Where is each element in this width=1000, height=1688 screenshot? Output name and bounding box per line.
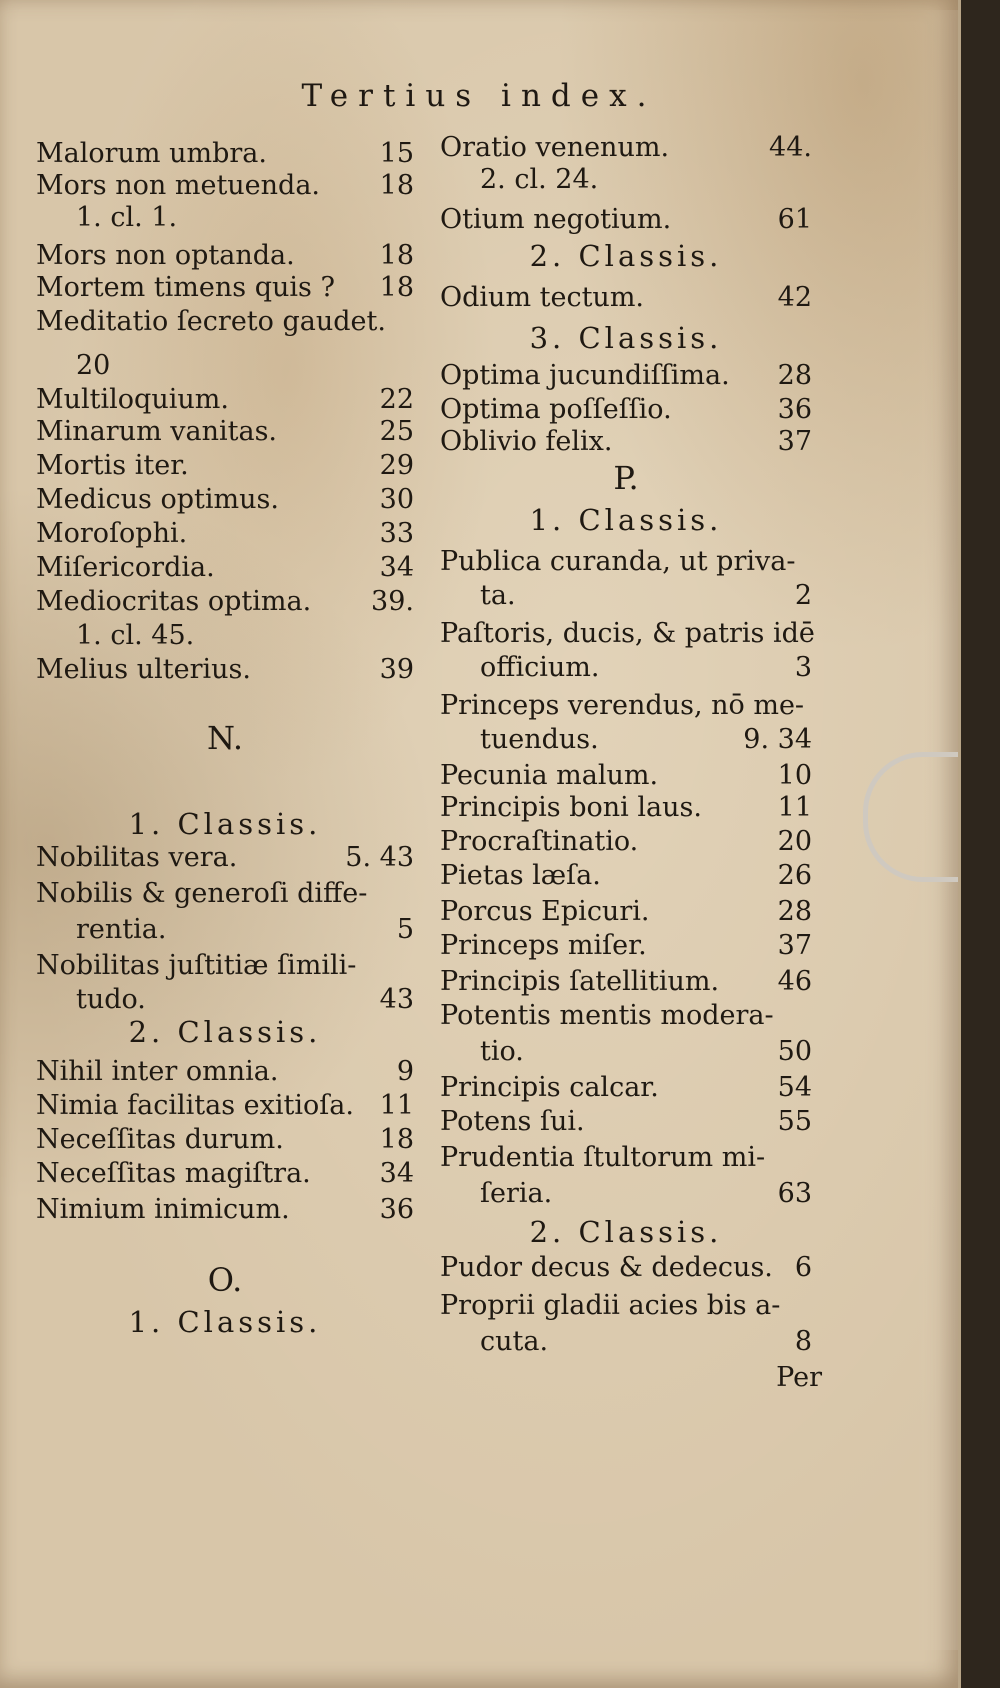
page-number: 43 [379, 984, 414, 1015]
index-entry-continuation [36, 198, 414, 238]
page-number: 28 [777, 360, 812, 391]
entry-text: Odium tectum. [440, 282, 645, 313]
entry-text: 1. cl. 45. [76, 620, 195, 651]
entry-text: Mediocritas optima. [36, 586, 312, 617]
entry-text: Neceſſitas durum. [36, 1124, 284, 1155]
entry-text: Principis boni laus. [440, 792, 702, 823]
entry-text: Melius ulterius. [36, 654, 251, 685]
entry-text: Mors non metuenda. [36, 170, 321, 201]
page-number: 46 [777, 966, 812, 997]
page-number: 39. [371, 586, 414, 617]
section-letter [36, 718, 414, 758]
entry-text: 20 [76, 350, 111, 381]
entry-text: Malorum umbra. [36, 138, 267, 169]
index-entry-continuation [440, 1322, 812, 1362]
page-number: 30 [379, 484, 414, 515]
page-number: 18 [379, 1124, 414, 1155]
page-number: 11 [379, 1090, 414, 1121]
entry-text: Pietas læſa. [440, 860, 601, 891]
page-number: 36 [379, 1194, 414, 1225]
index-entry [440, 1286, 812, 1326]
index-entry [440, 200, 812, 240]
page-number: 9. 34 [743, 724, 812, 755]
page-number: 18 [379, 170, 414, 201]
entry-text: Nobilis & generoſi diffe- [36, 878, 368, 909]
entry-text: officium. [480, 652, 600, 683]
entry-text: Nobilitas juſtitiæ ſimili- [36, 950, 357, 981]
page-number: 29 [379, 450, 414, 481]
catchword [440, 1358, 822, 1398]
entry-text: Optima poſſeſſio. [440, 394, 672, 425]
entry-text: 2. Classis. [128, 1015, 322, 1049]
entry-text: Oblivio felix. [440, 426, 613, 457]
entry-text: N. [206, 719, 244, 757]
classis-heading [36, 1302, 414, 1342]
index-entry [36, 1190, 414, 1230]
index-entry-continuation [440, 160, 812, 200]
page-header: Tertius index. [301, 78, 657, 114]
classis-heading [440, 236, 812, 276]
entry-text: ta. [480, 580, 516, 611]
entry-text: 2. cl. 24. [480, 164, 599, 195]
entry-text: Pecunia malum. [440, 760, 659, 791]
index-entry [440, 1248, 812, 1288]
entry-text: Medicus optimus. [36, 484, 279, 515]
classis-heading [440, 1212, 812, 1252]
page-number: 18 [379, 272, 414, 303]
index-entry-continuation [440, 1032, 812, 1072]
entry-text: Nimium inimicum. [36, 1194, 290, 1225]
index-entry [36, 874, 414, 914]
entry-text: tudo. [76, 984, 146, 1015]
page-number: 6 [794, 1252, 812, 1283]
entry-text: Principis calcar. [440, 1072, 659, 1103]
entry-text: tio. [480, 1036, 524, 1067]
entry-text: Pudor decus & dedecus. [440, 1252, 773, 1283]
index-entry-continuation [440, 576, 812, 616]
index-entry [440, 856, 812, 896]
entry-text: Mortis iter. [36, 450, 189, 481]
page-number: 9 [396, 1056, 414, 1087]
entry-text: ſeria. [480, 1178, 553, 1209]
page-number: 61 [777, 204, 812, 235]
page-number: 5. 43 [345, 842, 414, 873]
page-number: 5 [396, 914, 414, 945]
entry-text: 1. Classis. [128, 807, 322, 841]
page-number: 34 [379, 552, 414, 583]
page-number: 54 [777, 1072, 812, 1103]
page-number: 18 [379, 240, 414, 271]
entry-text: Meditatio ſecreto gaudet. [36, 306, 386, 337]
page-number: 28 [777, 896, 812, 927]
entry-text: cuta. [480, 1326, 549, 1357]
index-entry-continuation [440, 1174, 812, 1214]
entry-text: Potentis mentis modera- [440, 1000, 774, 1031]
page-number: 8 [794, 1326, 812, 1357]
entry-text: Nihil inter omnia. [36, 1056, 279, 1087]
entry-text: Procraſtinatio. [440, 826, 639, 857]
page-number: 22 [379, 384, 414, 415]
entry-text: Minarum vanitas. [36, 416, 278, 447]
entry-text: 1. cl. 1. [76, 202, 178, 233]
clasp-loop [863, 752, 958, 882]
section-letter [36, 1260, 414, 1300]
section-letter [440, 458, 812, 498]
page-number: 36 [777, 394, 812, 425]
index-entry [440, 996, 812, 1036]
index-entry [440, 1138, 812, 1178]
page-number: 33 [379, 518, 414, 549]
entry-text: Principis ſatellitium. [440, 966, 720, 997]
entry-text: Optima jucundiſſima. [440, 360, 730, 391]
entry-text: Paſtoris, ducis, & patris idē [440, 618, 815, 649]
page-number: 11 [777, 792, 812, 823]
index-entry [36, 650, 414, 690]
page-number: 20 [777, 826, 812, 857]
page-number: 42 [777, 282, 812, 313]
entry-text: Potens ſui. [440, 1106, 585, 1137]
entry-text: Nimia facilitas exitioſa. [36, 1090, 354, 1121]
index-entry-continuation [440, 648, 812, 688]
entry-text: tuendus. [480, 724, 599, 755]
entry-text: Princeps verendus, nō me- [440, 690, 805, 721]
index-entry [36, 302, 414, 342]
page-number: 37 [777, 930, 812, 961]
entry-text: Moroſophi. [36, 518, 188, 549]
index-entry [440, 926, 812, 966]
page-number: 37 [777, 426, 812, 457]
entry-text: Porcus Epicuri. [440, 896, 650, 927]
entry-text: Publica curanda, ut priva- [440, 546, 796, 577]
entry-text: Otium negotium. [440, 204, 672, 235]
classis-heading [440, 318, 812, 358]
index-entry [440, 422, 812, 462]
page-number: 2 [794, 580, 812, 611]
classis-heading [36, 1012, 414, 1052]
entry-text: Prudentia ſtultorum mi- [440, 1142, 766, 1173]
entry-text: Oratio venenum. [440, 132, 670, 163]
entry-text: Miſericordia. [36, 552, 215, 583]
entry-text: Princeps miſer. [440, 930, 647, 961]
page-number: 34 [379, 1158, 414, 1189]
page-number: 44. [769, 132, 812, 163]
index-entry [36, 1154, 414, 1194]
entry-text: Neceſſitas magiſtra. [36, 1158, 311, 1189]
index-entry-continuation [36, 910, 414, 950]
entry-text: Proprii gladii acies bis a- [440, 1290, 781, 1321]
entry-text: Per [776, 1362, 822, 1393]
entry-text: 1. Classis. [128, 1305, 322, 1339]
entry-text: rentia. [76, 914, 167, 945]
page-number: 15 [379, 138, 414, 169]
page-number: 50 [777, 1036, 812, 1067]
entry-text: O. [207, 1261, 243, 1299]
index-entry [36, 838, 414, 878]
entry-text: Nobilitas vera. [36, 842, 238, 873]
page-number: 39 [379, 654, 414, 685]
entry-text: Multiloquium. [36, 384, 229, 415]
entry-text: Mortem timens quis ? [36, 272, 335, 303]
page-number: 10 [777, 760, 812, 791]
page-number: 3 [794, 652, 812, 683]
page-number: 25 [379, 416, 414, 447]
entry-text: Mors non optanda. [36, 240, 295, 271]
page-number: 26 [777, 860, 812, 891]
classis-heading [440, 500, 812, 540]
index-entry [440, 1102, 812, 1142]
entry-text: 2. Classis. [529, 1215, 723, 1249]
entry-text: 2. Classis. [529, 239, 723, 273]
index-entry-continuation [440, 720, 812, 760]
entry-text: P. [613, 459, 639, 497]
entry-text: 1. Classis. [529, 503, 723, 537]
page-number: 55 [777, 1106, 812, 1137]
entry-text: 3. Classis. [529, 321, 723, 355]
page-number: 63 [777, 1178, 812, 1209]
index-entry [440, 278, 812, 318]
